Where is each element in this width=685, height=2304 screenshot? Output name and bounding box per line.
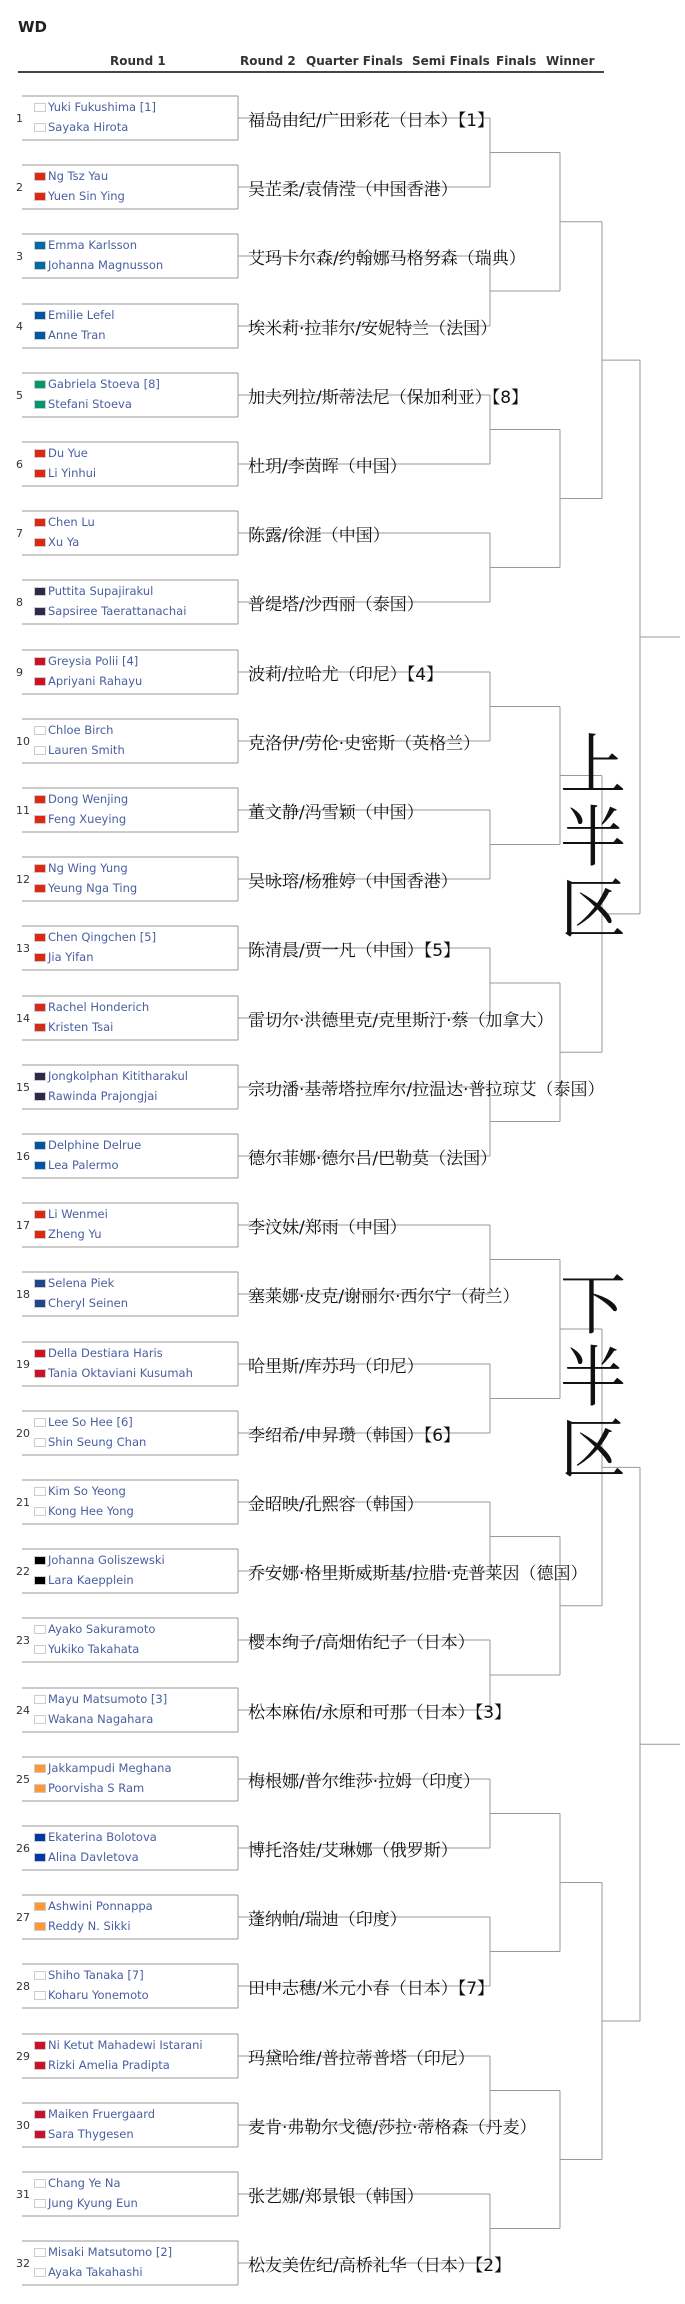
flag-icon (34, 2268, 46, 2277)
page-title: WD (18, 18, 47, 36)
round2-pair: 博托洛娃/艾琳娜（俄罗斯） (248, 1841, 458, 1861)
flag-icon (34, 1764, 46, 1773)
player-name: Apriyani Rahayu (48, 674, 143, 688)
player-name: Sapsiree Taerattanachai (48, 604, 187, 618)
flag-icon (34, 864, 46, 873)
player-name: Misaki Matsutomo [2] (48, 2245, 173, 2259)
player-name: Kong Hee Yong (48, 1504, 134, 1518)
match-number: 7 (16, 527, 23, 540)
player-name: Maiken Fruergaard (48, 2107, 156, 2121)
match-number: 25 (16, 1773, 30, 1786)
player-name: Della Destiara Haris (48, 1346, 163, 1360)
flag-icon (34, 192, 46, 201)
player-name: Delphine Delrue (48, 1138, 142, 1152)
player-name: Johanna Goliszewski (48, 1553, 165, 1567)
flag-icon (34, 2041, 46, 2050)
match-number: 1 (16, 112, 23, 125)
player-name: Tania Oktaviani Kusumah (48, 1366, 193, 1380)
round2-pair: 樱本绚子/高畑佑纪子（日本） (248, 1633, 475, 1653)
match-number: 12 (16, 873, 30, 886)
match-number: 13 (16, 942, 30, 955)
flag-icon (34, 1853, 46, 1862)
match-number: 16 (16, 1150, 30, 1163)
match-number: 26 (16, 1842, 30, 1855)
flag-icon (34, 677, 46, 686)
flag-icon (34, 123, 46, 132)
upper-half-label: 上半区 (560, 727, 626, 948)
match-number: 22 (16, 1565, 30, 1578)
match-number: 29 (16, 2050, 30, 2063)
player-name: Yuen Sin Ying (48, 189, 125, 203)
flag-icon (34, 1695, 46, 1704)
match-number: 15 (16, 1081, 30, 1094)
player-name: Yuki Fukushima [1] (48, 100, 157, 114)
match-number: 4 (16, 320, 23, 333)
match-number: 23 (16, 1634, 30, 1647)
match-number: 32 (16, 2257, 30, 2270)
player-name: Anne Tran (48, 328, 106, 342)
match-number: 17 (16, 1219, 30, 1232)
flag-icon (34, 1418, 46, 1427)
round2-pair: 田中志穗/米元小春（日本）【7】 (248, 1979, 495, 1999)
flag-icon (34, 2130, 46, 2139)
player-name: Emma Karlsson (48, 238, 137, 252)
flag-icon (34, 607, 46, 616)
flag-icon (34, 1072, 46, 1081)
player-name: Zheng Yu (48, 1227, 102, 1241)
match-number: 9 (16, 666, 23, 679)
player-name: Cheryl Seinen (48, 1296, 129, 1310)
flag-icon (34, 172, 46, 181)
match-number: 6 (16, 458, 23, 471)
flag-icon (34, 1003, 46, 1012)
player-name: Chen Qingchen [5] (48, 930, 157, 944)
flag-icon (34, 815, 46, 824)
flag-icon (34, 1141, 46, 1150)
player-name: Emilie Lefel (48, 308, 115, 322)
player-name: Dong Wenjing (48, 792, 129, 806)
match-number: 21 (16, 1496, 30, 1509)
round2-pair: 李绍希/申昇瓒（韩国）【6】 (248, 1426, 461, 1446)
match-number: 2 (16, 181, 23, 194)
flag-icon (34, 2199, 46, 2208)
player-name: Ng Wing Yung (48, 861, 128, 875)
player-name: Johanna Magnusson (48, 258, 164, 272)
flag-icon (34, 1438, 46, 1447)
player-name: Mayu Matsumoto [3] (48, 1692, 168, 1706)
round2-pair: 普缇塔/沙西丽（泰国） (248, 595, 424, 615)
round2-pair: 克洛伊/劳伦·史密斯（英格兰） (248, 734, 481, 754)
player-name: Alina Davletova (48, 1850, 139, 1864)
match-number: 18 (16, 1288, 30, 1301)
flag-icon (34, 241, 46, 250)
player-name: Jia Yifan (48, 950, 94, 964)
player-name: Poorvisha S Ram (48, 1781, 145, 1795)
flag-icon (34, 400, 46, 409)
round2-pair: 波莉/拉哈尤（印尼）【4】 (248, 665, 444, 685)
round2-pair: 福岛由纪/广田彩花（日本）【1】 (248, 111, 495, 131)
round2-pair: 李汶妹/郑雨（中国） (248, 1218, 407, 1238)
round2-pair: 乔安娜·格里斯威斯基/拉腊·克普莱因（德国） (248, 1564, 588, 1584)
match-number: 10 (16, 735, 30, 748)
player-name: Gabriela Stoeva [8] (48, 377, 160, 391)
player-name: Shin Seung Chan (48, 1435, 147, 1449)
header-round2: Round 2 (240, 54, 296, 68)
round2-pair: 梅根娜/普尔维莎·拉姆（印度） (248, 1772, 481, 1792)
flag-icon (34, 746, 46, 755)
flag-icon (34, 380, 46, 389)
match-number: 20 (16, 1427, 30, 1440)
player-name: Sayaka Hirota (48, 120, 129, 134)
round2-pair: 松本麻佑/永原和可那（日本）【3】 (248, 1703, 512, 1723)
player-name: Lara Kaepplein (48, 1573, 134, 1587)
player-name: Ayako Sakuramoto (48, 1622, 156, 1636)
round2-pair: 张艺娜/郑景银（韩国） (248, 2187, 424, 2207)
match-number: 24 (16, 1704, 30, 1717)
flag-icon (34, 1161, 46, 1170)
header-quarter-finals: Quarter Finals (306, 54, 403, 68)
player-name: Sara Thygesen (48, 2127, 134, 2141)
player-name: Puttita Supajirakul (48, 584, 154, 598)
player-name: Xu Ya (48, 535, 80, 549)
player-name: Chloe Birch (48, 723, 114, 737)
round2-pair: 陈清晨/贾一凡（中国）【5】 (248, 941, 461, 961)
flag-icon (34, 1971, 46, 1980)
round2-pair: 蓬纳帕/瑞迪（印度） (248, 1910, 407, 1930)
player-name: Shiho Tanaka [7] (48, 1968, 144, 1982)
match-number: 8 (16, 596, 23, 609)
match-number: 27 (16, 1911, 30, 1924)
match-number: 14 (16, 1012, 30, 1025)
flag-icon (34, 1279, 46, 1288)
round2-pair: 雷切尔·洪德里克/克里斯汀·蔡（加拿大） (248, 1011, 554, 1031)
flag-icon (34, 1576, 46, 1585)
flag-icon (34, 449, 46, 458)
flag-icon (34, 1645, 46, 1654)
player-name: Reddy N. Sikki (48, 1919, 131, 1933)
player-name: Chang Ye Na (48, 2176, 121, 2190)
flag-icon (34, 1507, 46, 1516)
flag-icon (34, 1715, 46, 1724)
player-name: Stefani Stoeva (48, 397, 132, 411)
player-name: Rachel Honderich (48, 1000, 150, 1014)
player-name: Feng Xueying (48, 812, 127, 826)
flag-icon (34, 311, 46, 320)
round2-pair: 艾玛卡尔森/约翰娜马格努森（瑞典） (248, 249, 526, 269)
match-number: 11 (16, 804, 30, 817)
round2-pair: 吴咏瑢/杨雅婷（中国香港） (248, 872, 458, 892)
flag-icon (34, 1991, 46, 2000)
round2-pair: 麦肯·弗勒尔戈德/莎拉·蒂格森（丹麦） (248, 2118, 537, 2138)
flag-icon (34, 884, 46, 893)
match-number: 3 (16, 250, 23, 263)
header-round1: Round 1 (110, 54, 166, 68)
round2-pair: 杜玥/李茵晖（中国） (248, 457, 407, 477)
flag-icon (34, 1833, 46, 1842)
flag-icon (34, 953, 46, 962)
round2-pair: 德尔菲娜·德尔吕/巴勒莫（法国） (248, 1149, 498, 1169)
player-name: Koharu Yonemoto (48, 1988, 149, 2002)
flag-icon (34, 1092, 46, 1101)
round2-pair: 哈里斯/库苏玛（印尼） (248, 1357, 424, 1377)
flag-icon (34, 2110, 46, 2119)
round2-pair: 金昭映/孔熙容（韩国） (248, 1495, 424, 1515)
player-name: Li Wenmei (48, 1207, 108, 1221)
flag-icon (34, 1902, 46, 1911)
player-name: Kim So Yeong (48, 1484, 126, 1498)
player-name: Li Yinhui (48, 466, 97, 480)
player-name: Selena Piek (48, 1276, 115, 1290)
flag-icon (34, 1625, 46, 1634)
round2-pair: 玛黛哈维/普拉蒂普塔（印尼） (248, 2049, 475, 2069)
flag-icon (34, 2248, 46, 2257)
player-name: Lee So Hee [6] (48, 1415, 133, 1429)
round2-pair: 加夫列拉/斯蒂法尼（保加利亚）【8】 (248, 388, 529, 408)
round2-pair: 埃米莉·拉菲尔/安妮特兰（法国） (248, 319, 498, 339)
round2-pair: 塞莱娜·皮克/谢丽尔·西尔宁（荷兰） (248, 1287, 520, 1307)
round2-pair: 松友美佐纪/高桥礼华（日本）【2】 (248, 2256, 512, 2276)
player-name: Wakana Nagahara (48, 1712, 154, 1726)
player-name: Lea Palermo (48, 1158, 119, 1172)
flag-icon (34, 1349, 46, 1358)
flag-icon (34, 1556, 46, 1565)
flag-icon (34, 1784, 46, 1793)
flag-icon (34, 1922, 46, 1931)
flag-icon (34, 538, 46, 547)
flag-icon (34, 2179, 46, 2188)
player-name: Ashwini Ponnappa (48, 1899, 153, 1913)
player-name: Yeung Nga Ting (48, 881, 138, 895)
flag-icon (34, 1487, 46, 1496)
header-semi-finals: Semi Finals (412, 54, 490, 68)
flag-icon (34, 657, 46, 666)
flag-icon (34, 103, 46, 112)
flag-icon (34, 933, 46, 942)
round2-pair: 陈露/徐涯（中国） (248, 526, 390, 546)
match-number: 28 (16, 1980, 30, 1993)
round2-pair: 董文静/冯雪颖（中国） (248, 803, 424, 823)
match-number: 31 (16, 2188, 30, 2201)
flag-icon (34, 795, 46, 804)
flag-icon (34, 1230, 46, 1239)
player-name: Jung Kyung Eun (48, 2196, 138, 2210)
lower-half-label: 下半区 (560, 1267, 626, 1488)
flag-icon (34, 1023, 46, 1032)
player-name: Chen Lu (48, 515, 95, 529)
flag-icon (34, 261, 46, 270)
player-name: Du Yue (48, 446, 88, 460)
player-name: Jongkolphan Kititharakul (48, 1069, 188, 1083)
match-number: 19 (16, 1358, 30, 1371)
match-number: 5 (16, 389, 23, 402)
player-name: Greysia Polii [4] (48, 654, 139, 668)
player-name: Ekaterina Bolotova (48, 1830, 157, 1844)
flag-icon (34, 726, 46, 735)
player-name: Ayaka Takahashi (48, 2265, 143, 2279)
round2-pair: 宗功潘·基蒂塔拉库尔/拉温达·普拉琼艾（泰国） (248, 1080, 605, 1100)
player-name: Ni Ketut Mahadewi Istarani (48, 2038, 203, 2052)
flag-icon (34, 518, 46, 527)
flag-icon (34, 469, 46, 478)
header-finals: Finals (496, 54, 537, 68)
match-number: 30 (16, 2119, 30, 2132)
player-name: Yukiko Takahata (48, 1642, 140, 1656)
flag-icon (34, 2061, 46, 2070)
flag-icon (34, 331, 46, 340)
player-name: Lauren Smith (48, 743, 125, 757)
player-name: Rawinda Prajongjai (48, 1089, 158, 1103)
flag-icon (34, 1299, 46, 1308)
player-name: Kristen Tsai (48, 1020, 114, 1034)
round2-pair: 吴芷柔/袁倩滢（中国香港） (248, 180, 458, 200)
player-name: Jakkampudi Meghana (48, 1761, 172, 1775)
flag-icon (34, 1369, 46, 1378)
player-name: Ng Tsz Yau (48, 169, 109, 183)
flag-icon (34, 587, 46, 596)
flag-icon (34, 1210, 46, 1219)
player-name: Rizki Amelia Pradipta (48, 2058, 170, 2072)
header-winner: Winner (546, 54, 595, 68)
